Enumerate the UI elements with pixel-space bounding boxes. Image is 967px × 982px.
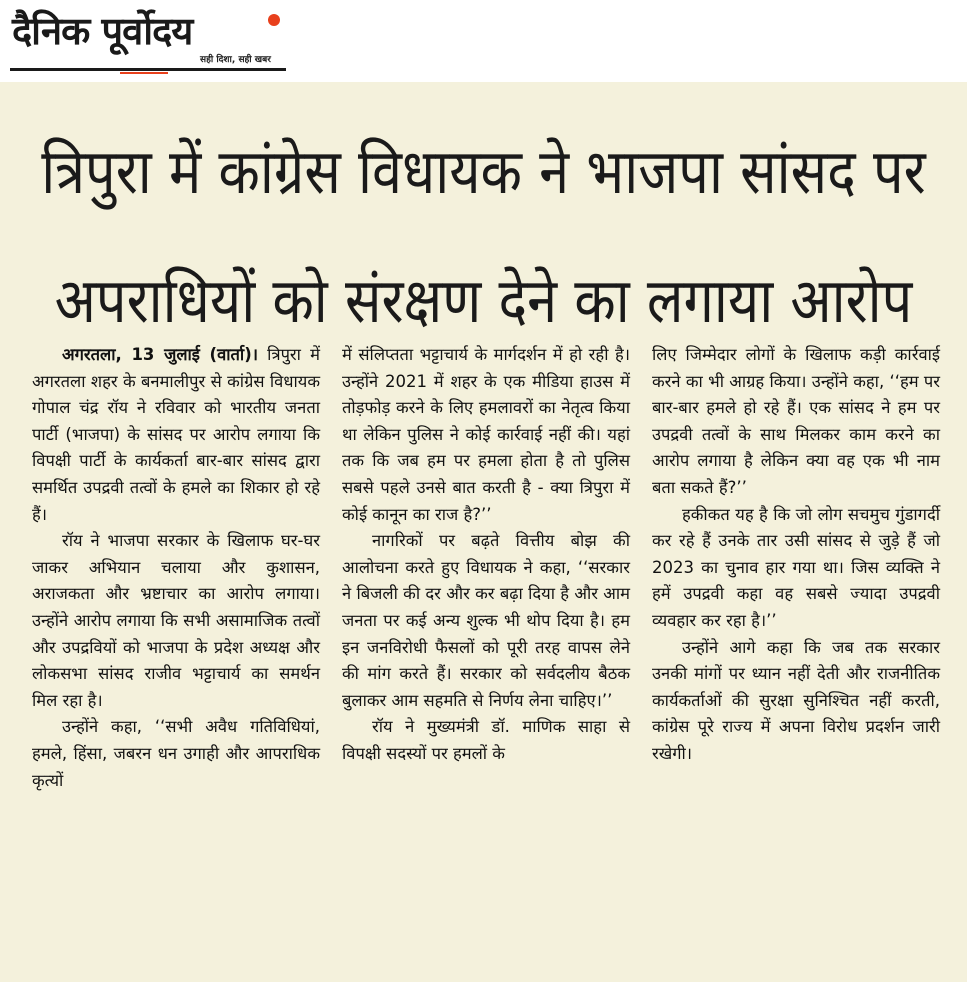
paragraph: लिए जिम्मेदार लोगों के खिलाफ कड़ी कार्रवाई करने का भी आग्रह किया। उन्होंने कहा, ‘‘हम पर बार-बार हमले हो रहे हैं। एक सांसद ने हम पर उपद्रवी तत्वों के साथ मिलकर काम करने का आरोप लगाया है लेकिन क्या वह एक भी नाम बता सकते हैं?’’ xyxy=(652,345,940,497)
news-clipping xyxy=(0,82,967,982)
paragraph: नागरिकों पर बढ़ते वित्तीय बोझ की आलोचना करते हुए विधायक ने कहा, ‘‘सरकार ने बिजली की दर और कर बढ़ा दिया है और आम जनता पर कई अन्य शुल्क भी थोप दिया है। हम इन जनविरोधी फैसलों को पूरी तरह वापस लेने की मांग करते हैं। सरकार को सर्वदलीय बैठक बुलाकर आम सहमति से निर्णय लेना चाहिए।’’ xyxy=(342,531,630,710)
column-1 xyxy=(32,342,320,794)
paragraph-text: त्रिपुरा में अगरतला शहर के बनमालीपुर से कांग्रेस विधायक गोपाल चंद्र रॉय ने रविवार को भारतीय जनता पार्टी (भाजपा) के सांसद पर आरोप लगाया कि विपक्षी पार्टी के कार्यकर्ता बार-बार सांसद द्वारा समर्थित उपद्रवी तत्वों के हमले का शिकार हो रहे हैं। xyxy=(32,345,320,524)
paragraph: हकीकत यह है कि जो लोग सचमुच गुंडागर्दी कर रहे हैं उनके तार उसी सांसद से जुड़े हैं जो 2023 का चुनाव हार गया था। जिस व्यक्ति ने हमें उपद्रवी कहा वह सबसे ज्यादा उपद्रवी व्यवहार कर रहा है।’’ xyxy=(652,504,940,630)
logo-underline-accent xyxy=(120,72,168,74)
article xyxy=(20,100,947,968)
paragraph: रॉय ने भाजपा सरकार के खिलाफ घर-घर जाकर अभियान चलाया और कुशासन, अराजकता और भ्रष्टाचार का आरोप लगाया। उन्होंने आरोप लगाया कि सभी असामाजिक तत्वों और उपद्रवियों को भाजपा के प्रदेश अध्यक्ष और लोकसभा सांसद राजीव भट्टाचार्य का समर्थन मिल रहा है। xyxy=(32,531,320,710)
headline xyxy=(20,108,947,366)
paragraph: रॉय ने मुख्यमंत्री डॉ. माणिक साहा से विपक्षी सदस्यों पर हमलों के xyxy=(342,717,630,763)
logo-dot-icon xyxy=(268,14,280,26)
column-2 xyxy=(342,342,630,794)
logo-underline xyxy=(10,68,286,71)
dateline: अगरतला, 13 जुलाई (वार्ता)। xyxy=(62,345,259,364)
paragraph: में संलिप्तता भट्टाचार्य के मार्गदर्शन में हो रही है। उन्होंने 2021 में शहर के एक मीडिया हाउस में तोड़फोड़ करने के लिए हमलावरों का नेतृत्व किया था लेकिन पुलिस ने कोई कार्रवाई नहीं की। यहां तक कि जब हम पर हमला होता है तो पुलिस सबसे पहले उनसे बात करती है - क्या त्रिपुरा में कोई कानून का राज है?’’ xyxy=(342,345,630,524)
headline-line-1: त्रिपुरा में कांग्रेस विधायक ने भाजपा सांसद पर xyxy=(41,135,926,209)
tagline: सही दिशा, सही खबर xyxy=(200,55,271,65)
masthead xyxy=(0,0,967,82)
newspaper-logo: दैनिक पूर्वोदय xyxy=(12,9,193,53)
article-body xyxy=(32,342,940,794)
headline-line-2: अपराधियों को संरक्षण देने का लगाया आरोप xyxy=(54,264,913,337)
column-3 xyxy=(652,342,940,794)
paragraph: उन्होंने आगे कहा कि जब तक सरकार उनकी मांगों पर ध्यान नहीं देती और राजनीतिक कार्यकर्ताओं की सुरक्षा सुनिश्चित नहीं करती, कांग्रेस पूरे राज्य में अपना विरोध प्रदर्शन जारी रखेगी। xyxy=(652,637,940,763)
paragraph: उन्होंने कहा, ‘‘सभी अवैध गतिविधियां, हमले, हिंसा, जबरन धन उगाही और आपराधिक कृत्यों xyxy=(32,717,320,790)
paragraph xyxy=(32,342,320,528)
